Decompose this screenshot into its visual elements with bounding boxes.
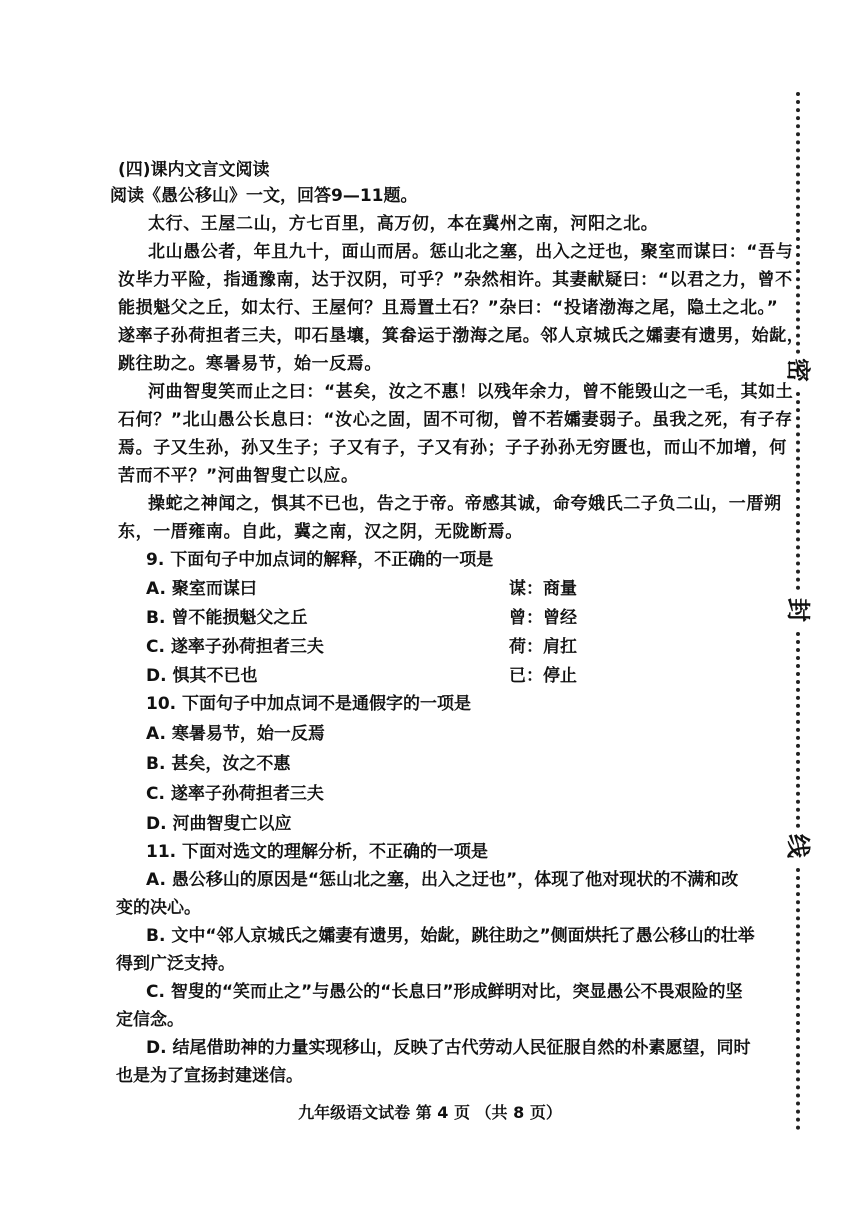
seal-dotted-line-bottom	[796, 868, 800, 1130]
option-gloss: 已：停止	[509, 666, 577, 686]
question-10-stem: 10. 下面句子中加点词不是通假字的一项是	[146, 694, 472, 714]
option-text: D. 惧其不已也	[146, 666, 258, 686]
option-gloss: 荷：肩扛	[509, 637, 577, 657]
passage-line: 汝毕力平险，指通豫南，达于汉阴，可乎？”杂然相许。其妻献疑曰：“以君之力，曾不	[118, 270, 793, 290]
q11-option-a-line1: A. 愚公移山的原因是“惩山北之塞，出入之迂也”，体现了他对现状的不满和改	[146, 870, 739, 890]
q9-option-b	[146, 606, 706, 630]
q11-option-c-line2: 定信念。	[116, 1010, 184, 1030]
passage-line: 苦而不平？”河曲智叟亡以应。	[118, 466, 359, 486]
option-gloss: 谋：商量	[509, 579, 577, 599]
q9-option-d	[146, 664, 706, 688]
passage-line: 北山愚公者，年且九十，面山而居。惩山北之塞，出入之迂也，聚室而谋曰：“吾与	[148, 242, 794, 262]
q11-option-b-line1: B. 文中“邻人京城氏之孀妻有遗男，始龀，跳往助之”侧面烘托了愚公移山的壮举	[146, 926, 755, 946]
q10-option-a: A. 寒暑易节，始一反焉	[146, 724, 325, 744]
passage-line: 东，一厝雍南。自此，冀之南，汉之阴，无陇断焉。	[118, 522, 523, 542]
q9-option-a	[146, 577, 706, 601]
passage-line: 石何？”北山愚公长息曰：“汝心之固，固不可彻，曾不若孀妻弱子。虽我之死，有子存	[118, 410, 793, 430]
q10-option-d: D. 河曲智叟亡以应	[146, 814, 292, 834]
passage-line: 河曲智叟笑而止之曰：“甚矣，汝之不惠！以残年余力，曾不能毁山之一毛，其如土	[148, 382, 794, 402]
question-9-stem: 9. 下面句子中加点词的解释，不正确的一项是	[146, 550, 494, 570]
seal-dotted-line-middle	[796, 392, 800, 590]
reading-instruction: 阅读《愚公移山》一文，回答9—11题。	[110, 186, 418, 206]
passage-line: 焉。子又生孙，孙又生子；子又有子，子又有孙；子子孙孙无穷匮也，而山不加增，何	[118, 438, 787, 458]
seal-label-feng: 封	[784, 598, 812, 622]
seal-label-mi: 密	[784, 358, 812, 382]
option-text: C. 遂率子孙荷担者三夫	[146, 637, 324, 657]
passage-line: 操蛇之神闻之，惧其不已也，告之于帝。帝感其诚，命夸娥氏二子负二山，一厝朔	[148, 494, 782, 514]
q11-option-b-line2: 得到广泛支持。	[116, 954, 235, 974]
seal-label-xian: 线	[784, 834, 812, 858]
q11-option-c-line1: C. 智叟的“笑而止之”与愚公的“长息曰”形成鲜明对比，突显愚公不畏艰险的坚	[146, 982, 743, 1002]
question-11-stem: 11. 下面对选文的理解分析，不正确的一项是	[146, 842, 489, 862]
option-gloss: 曾：曾经	[509, 608, 577, 628]
q10-option-b: B. 甚矣，汝之不惠	[146, 754, 291, 774]
section-title: (四)课内文言文阅读	[118, 160, 270, 180]
q10-option-c: C. 遂率子孙荷担者三夫	[146, 784, 324, 804]
seal-dotted-line-top	[796, 92, 800, 354]
q11-option-a-line2: 变的决心。	[116, 898, 201, 918]
passage-line: 太行、王屋二山，方七百里，高万仞，本在冀州之南，河阳之北。	[148, 214, 659, 234]
passage-line: 遂率子孙荷担者三夫，叩石垦壤，箕畚运于渤海之尾。邻人京城氏之孀妻有遗男，始龀，	[118, 326, 805, 346]
seal-dotted-line-lower	[796, 632, 800, 828]
option-text: A. 聚室而谋曰	[146, 579, 257, 599]
passage-line: 能损魁父之丘，如太行、王屋何？且焉置土石？”杂曰：“投诸渤海之尾，隐土之北。”	[118, 298, 779, 318]
q9-option-c	[146, 635, 706, 659]
q11-option-d-line2: 也是为了宣扬封建迷信。	[116, 1066, 303, 1086]
passage-line: 跳往助之。寒暑易节，始一反焉。	[118, 354, 382, 374]
page-footer: 九年级语文试卷 第 4 页 （共 8 页）	[298, 1103, 562, 1122]
q11-option-d-line1: D. 结尾借助神的力量实现移山，反映了古代劳动人民征服自然的朴素愿望，同时	[146, 1038, 751, 1058]
option-text: B. 曾不能损魁父之丘	[146, 608, 308, 628]
